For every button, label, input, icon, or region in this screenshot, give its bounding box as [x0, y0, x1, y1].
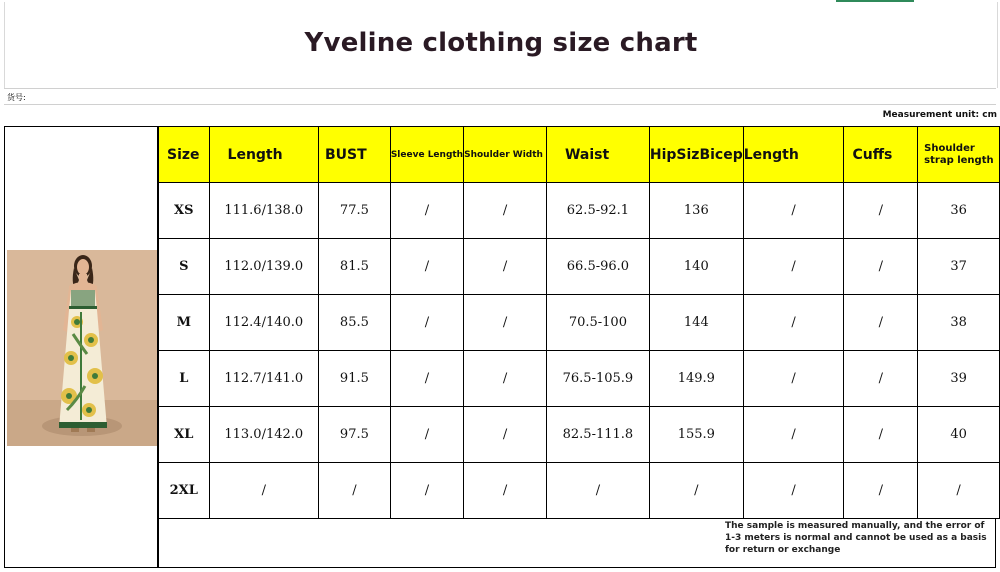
table-cell: 111.6/138.0	[209, 183, 318, 239]
header-hip-bicep: HipSizBicep	[649, 127, 743, 183]
table-cell: 77.5	[319, 183, 391, 239]
table-cell: 70.5-100	[546, 295, 649, 351]
title-panel	[4, 2, 998, 88]
measurement-unit-label: Measurement unit: cm	[882, 110, 997, 120]
table-cell: 66.5-96.0	[546, 239, 649, 295]
table-cell: /	[743, 295, 844, 351]
table-cell: /	[390, 463, 463, 519]
measurement-note: The sample is measured manually, and the error of 1-3 meters is normal and cannot be used as a basis for return or exchange	[725, 521, 987, 555]
table-cell: XS	[159, 183, 210, 239]
table-cell: /	[844, 183, 918, 239]
size-chart-table	[158, 126, 1000, 519]
table-cell: /	[743, 463, 844, 519]
table-cell: /	[844, 295, 918, 351]
table-row	[159, 463, 1000, 519]
table-cell: /	[844, 407, 918, 463]
table-cell: /	[464, 295, 547, 351]
header-sleeve-length: Sleeve Length	[390, 127, 463, 183]
table-cell: XL	[159, 407, 210, 463]
header-length: Length	[209, 127, 318, 183]
table-cell: 40	[918, 407, 1000, 463]
header-length-2: Length	[743, 127, 844, 183]
table-cell: /	[844, 351, 918, 407]
table-cell: /	[743, 183, 844, 239]
table-row	[159, 183, 1000, 239]
table-cell: 149.9	[649, 351, 743, 407]
table-cell: 112.0/139.0	[209, 239, 318, 295]
table-cell: /	[918, 463, 1000, 519]
header-cuffs: Cuffs	[844, 127, 918, 183]
table-cell: 37	[918, 239, 1000, 295]
table-row	[159, 407, 1000, 463]
table-cell: 97.5	[319, 407, 391, 463]
table-cell: /	[319, 463, 391, 519]
table-cell: 91.5	[319, 351, 391, 407]
table-cell: /	[546, 463, 649, 519]
header-shoulder-width: Shoulder Width	[464, 127, 547, 183]
table-cell: 62.5-92.1	[546, 183, 649, 239]
table-cell: /	[844, 239, 918, 295]
table-cell: 113.0/142.0	[209, 407, 318, 463]
table-cell: 85.5	[319, 295, 391, 351]
divider	[4, 104, 996, 105]
table-row	[159, 351, 1000, 407]
divider	[4, 88, 996, 89]
table-cell: 38	[918, 295, 1000, 351]
table-cell: /	[390, 407, 463, 463]
table-cell: 140	[649, 239, 743, 295]
table-cell: 112.7/141.0	[209, 351, 318, 407]
header-bust: BUST	[319, 127, 391, 183]
table-cell: /	[390, 351, 463, 407]
table-cell: /	[649, 463, 743, 519]
table-cell: /	[464, 183, 547, 239]
table-cell: /	[390, 239, 463, 295]
table-cell: /	[390, 295, 463, 351]
table-cell: S	[159, 239, 210, 295]
header-shoulder-strap-length: Shoulder strap length	[918, 127, 1000, 183]
table-cell: 39	[918, 351, 1000, 407]
table-cell: 136	[649, 183, 743, 239]
header-waist: Waist	[546, 127, 649, 183]
table-cell: /	[844, 463, 918, 519]
table-row	[159, 239, 1000, 295]
product-photo-cell	[4, 126, 158, 568]
table-cell: 112.4/140.0	[209, 295, 318, 351]
table-cell: /	[464, 407, 547, 463]
table-cell: /	[743, 407, 844, 463]
table-cell: /	[464, 239, 547, 295]
page-title: Yveline clothing size chart	[304, 28, 698, 58]
item-number-label: 货号:	[7, 93, 26, 102]
table-cell: /	[464, 351, 547, 407]
table-cell: M	[159, 295, 210, 351]
table-cell: /	[464, 463, 547, 519]
table-cell: 81.5	[319, 239, 391, 295]
table-row	[159, 295, 1000, 351]
table-cell: /	[209, 463, 318, 519]
table-cell: /	[390, 183, 463, 239]
table-header-row	[159, 127, 1000, 183]
table-cell: 2XL	[159, 463, 210, 519]
table-cell: 82.5-111.8	[546, 407, 649, 463]
table-cell: /	[743, 351, 844, 407]
header-size: Size	[159, 127, 210, 183]
product-photo	[7, 250, 157, 446]
table-cell: 155.9	[649, 407, 743, 463]
table-cell: /	[743, 239, 844, 295]
table-cell: L	[159, 351, 210, 407]
table-cell: 76.5-105.9	[546, 351, 649, 407]
table-cell: 144	[649, 295, 743, 351]
table-cell: 36	[918, 183, 1000, 239]
